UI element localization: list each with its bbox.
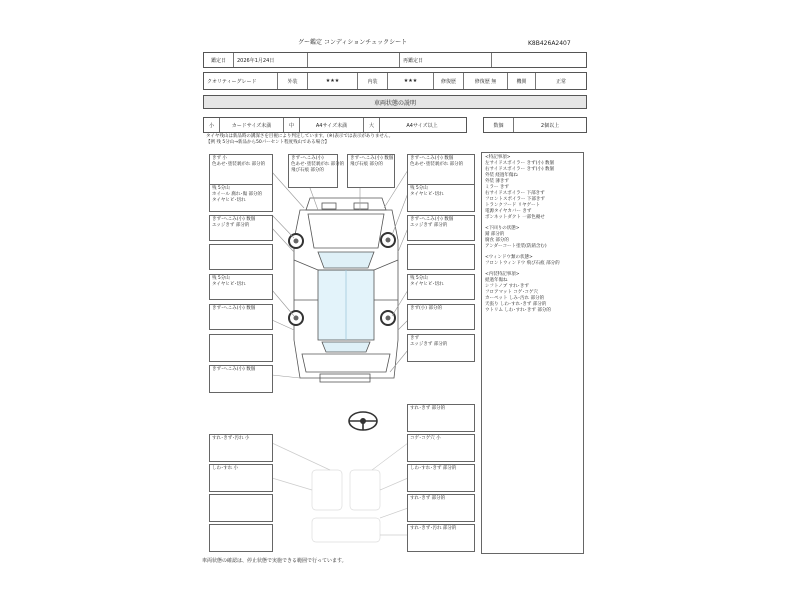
tire-box-front-right: 残 5分山 タイヤヒビ･切れ: [407, 184, 475, 212]
interior-value: ★★★: [388, 73, 434, 89]
tire-note-line2: 【例 残 5分山→新品から50パーセント程度残山である場合】: [206, 140, 330, 145]
repair-label: 修復歴: [434, 73, 464, 89]
date-label: 鑑定日: [204, 53, 234, 67]
special-notes-section: <特記事項> 左サイドスポイラー きず(小) 数個 右サイドスポイラー きず(小) 数個 外装 経過年傷ね 外装 薄きず ミラー きず 右サイドスポイラー 下部きず フロントスポイラー 下部きず トランクフード リヤゲート 電源タイヤカバー きず ボンネットダクト 一部色褪せ: [485, 155, 555, 220]
door-box-rear-left: きず･へこみ(小) 数個: [209, 304, 273, 330]
exterior-value: ★★★: [308, 73, 358, 89]
interior-box-right-2: コゲ･コゲ穴 小: [407, 434, 475, 462]
size-small-desc: カードサイズ未満: [220, 118, 284, 132]
defect-box-rear-right-lower: きず エッジきず 部分的: [407, 334, 475, 362]
quality-label: クオリティーグレード: [204, 73, 278, 89]
sheet-title: グー鑑定 コンディションチェックシート: [298, 39, 408, 46]
size-large: 大: [364, 118, 380, 132]
empty-box-right-1: [407, 244, 475, 270]
empty-box-left-2: [209, 334, 273, 362]
tire-box-front-left: 残 5分山 ホイール 腐れ･傷 部分的 タイヤヒビ･切れ: [209, 184, 273, 212]
tire-note-line1: タイヤ残山は新品時の溝深さを目視により判定しています。(※)表示では表示がありません。: [206, 134, 394, 139]
notes-panel: [481, 152, 584, 554]
date-value: 2026年1月24日: [234, 53, 308, 67]
tire-box-rear-left: 残 5分山 タイヤヒビ･切れ: [209, 274, 273, 300]
interior-box-left-2: しわ･すれ 小: [209, 464, 273, 492]
underbody-section: <下回りの状態> 錆 部分的 腐食 部分的 アンダーコート塗装(防錆含む): [485, 226, 547, 249]
defect-box-rear: きず･へこみ(小) 数個: [209, 365, 273, 393]
empty-box-left-1: [209, 244, 273, 270]
document-number: K8B426A2407: [528, 40, 571, 47]
size-medium-desc: A4サイズ未満: [300, 118, 364, 132]
defect-box-front-right-center: きず･へこみ(小) 数個 飛び石痕 部分的: [347, 154, 395, 188]
section-title: 車両状態の説明: [203, 95, 587, 109]
reinspect-label: 再鑑定日: [400, 53, 492, 67]
engine-value: 正常: [555, 78, 566, 85]
count-label: 数個: [484, 118, 514, 132]
defect-box-front-center: きず･へこみ(小) 色あせ･塗装剥がれ 部分的 飛び石痕 部分的: [288, 154, 338, 188]
door-box-front-left: きず･へこみ(小) 数個 エッジきず 部分的: [209, 215, 273, 241]
door-box-front-right: きず･へこみ(小) 数個 エッジきず 部分的: [407, 215, 475, 241]
door-box-rear-right: きず(小) 部分的: [407, 304, 475, 330]
repair-value: 修復歴 無: [464, 73, 508, 89]
interior-box-right-3: しわ･すれ･きず 部分的: [407, 464, 475, 492]
interior-box-right-5: すれ･きず･汚れ 部分的: [407, 524, 475, 552]
count-desc: 2個以上: [540, 122, 560, 129]
size-small: 小: [204, 118, 220, 132]
interior-box-left-3: [209, 494, 273, 522]
interior-box-left-4: [209, 524, 273, 552]
exterior-label: 外装: [278, 73, 308, 89]
defect-box-front-left: きず 小 色あせ･塗装剥がれ 部分的: [209, 154, 273, 188]
tire-box-rear-right: 残 5分山 タイヤヒビ･切れ: [407, 274, 475, 300]
interior-label: 内装: [358, 73, 388, 89]
size-large-desc: A4サイズ以上: [406, 122, 438, 129]
interior-box-right-1: すれ･きず 部分的: [407, 404, 475, 432]
defect-box-front-right: きず･へこみ(小) 数個 色あせ･塗装剥がれ 部分的: [407, 154, 475, 188]
size-medium: 中: [284, 118, 300, 132]
interior-box-right-4: すれ･きず 部分的: [407, 494, 475, 522]
engine-label: 機関: [508, 73, 536, 89]
interior-box-left-1: すれ･きず･汚れ 小: [209, 434, 273, 462]
interior-notes-section: <内装特記事項> 経過年傷ね シフトノブ すれ･きず フロアマット コゲ･コゲ穴 カーペット しみ･汚れ 部分的 天張り しわ･すれ･きず 部分的 ウトリム しわ･すれ･きず 部分的: [485, 272, 551, 313]
footer-note: 車両状態の確認は、停止状態で実施できる範囲で行っています。: [202, 558, 347, 564]
window-section: <ウィンドウ類の状態> フロントウィンドウ 飛び石痕 部分的: [485, 255, 560, 266]
